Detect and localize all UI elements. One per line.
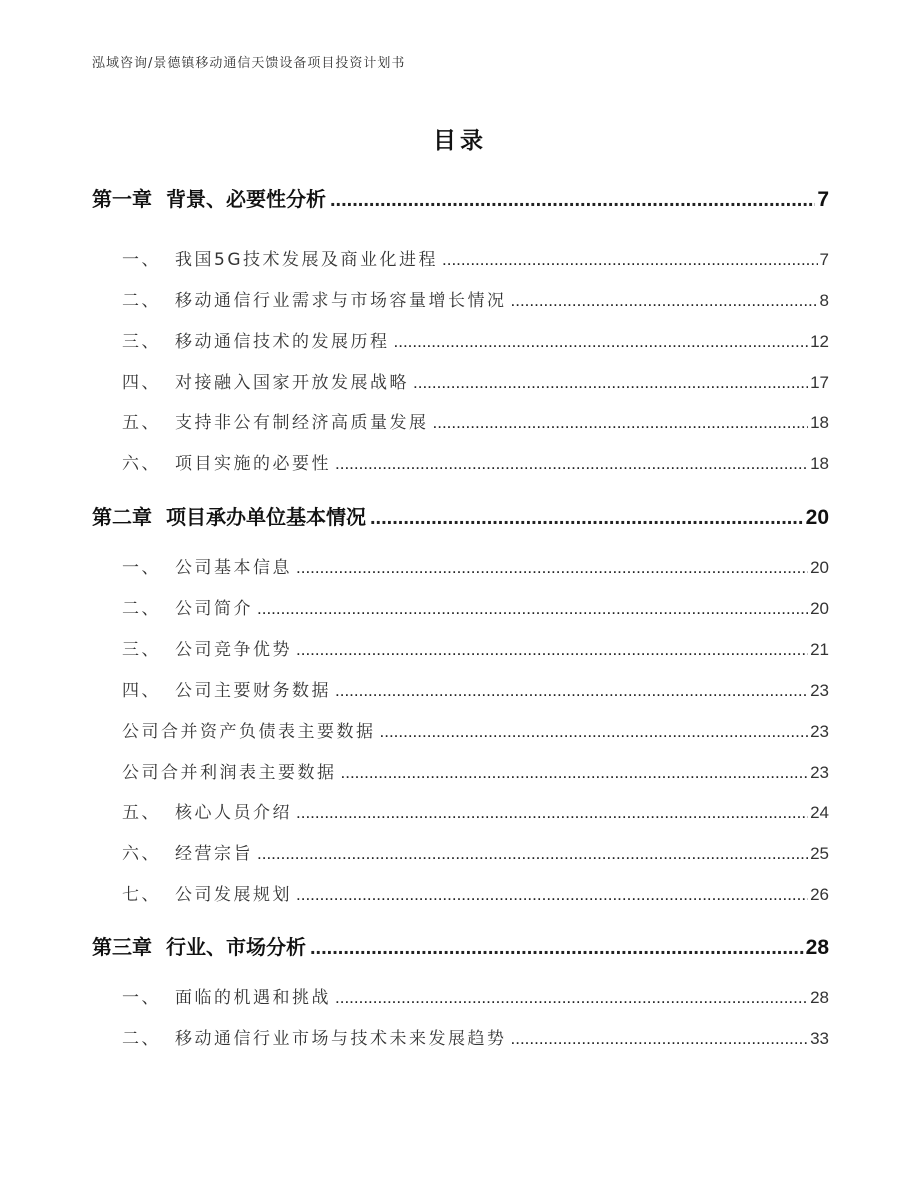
toc-section[interactable] xyxy=(92,327,829,352)
chapter-number: 第一章 xyxy=(92,187,152,211)
page-number: 18 xyxy=(810,454,829,473)
toc-section[interactable] xyxy=(92,368,829,393)
section-title: 经营宗旨 xyxy=(175,844,253,864)
dot-leader xyxy=(433,413,809,433)
section-number: 三、 xyxy=(122,332,161,352)
dot-leader xyxy=(335,988,808,1008)
section-number: 六、 xyxy=(122,844,161,864)
section-title: 项目实施的必要性 xyxy=(175,454,331,474)
toc-section[interactable] xyxy=(92,635,829,660)
section-title: 移动通信技术的发展历程 xyxy=(175,332,390,352)
page-number: 23 xyxy=(810,763,829,782)
dot-leader xyxy=(511,1029,809,1049)
section-number: 一、 xyxy=(122,988,161,1008)
toc-chapter-2[interactable] xyxy=(92,501,829,530)
page-number: 28 xyxy=(810,988,829,1007)
dot-leader xyxy=(296,640,808,660)
page-number: 17 xyxy=(810,373,829,392)
section-title: 移动通信行业市场与技术未来发展趋势 xyxy=(175,1029,507,1049)
section-title: 公司发展规划 xyxy=(175,885,292,905)
dot-leader xyxy=(296,558,808,578)
dot-leader xyxy=(341,763,809,783)
toc-subsection[interactable] xyxy=(92,717,829,742)
toc-subsection[interactable] xyxy=(92,758,829,783)
section-number: 六、 xyxy=(122,454,161,474)
toc-section[interactable] xyxy=(92,798,829,823)
section-title: 移动通信行业需求与市场容量增长情况 xyxy=(175,291,507,311)
section-number: 二、 xyxy=(122,1029,161,1049)
section-number: 三、 xyxy=(122,640,161,660)
toc-section[interactable] xyxy=(92,594,829,619)
toc-chapter-1[interactable] xyxy=(92,183,829,212)
page-number: 20 xyxy=(810,599,829,618)
toc-section[interactable] xyxy=(92,286,829,311)
page-number: 24 xyxy=(810,803,829,822)
dot-leader xyxy=(394,332,809,352)
dot-leader xyxy=(330,187,815,212)
section-title: 我国5G技术发展及商业化进程 xyxy=(175,250,438,270)
section-title: 对接融入国家开放发展战略 xyxy=(175,373,409,393)
page-number: 20 xyxy=(810,558,829,577)
toc-section[interactable] xyxy=(92,449,829,474)
dot-leader xyxy=(380,722,809,742)
toc-title: 目录 xyxy=(433,128,487,154)
section-title: 面临的机遇和挑战 xyxy=(175,988,331,1008)
section-number: 二、 xyxy=(122,599,161,619)
toc-section[interactable] xyxy=(92,839,829,864)
dot-leader xyxy=(257,844,808,864)
page-number: 18 xyxy=(810,413,829,432)
dot-leader xyxy=(370,505,804,530)
page-number: 23 xyxy=(810,722,829,741)
section-number: 一、 xyxy=(122,250,161,270)
page-number: 28 xyxy=(805,936,829,959)
page-number: 20 xyxy=(805,506,829,529)
chapter-title: 项目承办单位基本情况 xyxy=(166,505,366,529)
section-number: 四、 xyxy=(122,373,161,393)
toc-chapter-3[interactable] xyxy=(92,931,829,960)
chapter-title: 背景、必要性分析 xyxy=(166,187,326,211)
section-title: 公司合并资产负债表主要数据 xyxy=(122,722,376,742)
page-number: 7 xyxy=(817,188,829,211)
page-number: 12 xyxy=(810,332,829,351)
page-number: 23 xyxy=(810,681,829,700)
chapter-number: 第三章 xyxy=(92,935,152,959)
section-number: 五、 xyxy=(122,413,161,433)
page-number: 33 xyxy=(810,1029,829,1048)
section-number: 五、 xyxy=(122,803,161,823)
dot-leader xyxy=(413,373,808,393)
toc-section[interactable] xyxy=(92,983,829,1008)
section-title: 核心人员介绍 xyxy=(175,803,292,823)
dot-leader xyxy=(511,291,818,311)
toc-section[interactable] xyxy=(92,1024,829,1049)
page-number: 26 xyxy=(810,885,829,904)
dot-leader xyxy=(310,935,804,960)
chapter-number: 第二章 xyxy=(92,505,152,529)
chapter-title: 行业、市场分析 xyxy=(166,935,306,959)
page-number: 21 xyxy=(810,640,829,659)
toc-section[interactable] xyxy=(92,408,829,433)
dot-leader xyxy=(296,803,808,823)
dot-leader xyxy=(335,454,808,474)
section-title: 公司合并利润表主要数据 xyxy=(122,763,337,783)
dot-leader xyxy=(442,250,818,270)
toc-section[interactable] xyxy=(92,245,829,270)
dot-leader xyxy=(296,885,808,905)
page-number: 25 xyxy=(810,844,829,863)
section-title: 公司简介 xyxy=(175,599,253,619)
toc-section[interactable] xyxy=(92,553,829,578)
section-title: 公司基本信息 xyxy=(175,558,292,578)
section-title: 支持非公有制经济高质量发展 xyxy=(175,413,429,433)
section-title: 公司主要财务数据 xyxy=(175,681,331,701)
page-number: 8 xyxy=(819,291,829,310)
section-number: 一、 xyxy=(122,558,161,578)
section-title: 公司竞争优势 xyxy=(175,640,292,660)
toc-section[interactable] xyxy=(92,676,829,701)
section-number: 四、 xyxy=(122,681,161,701)
running-header: 泓域咨询/景德镇移动通信天馈设备项目投资计划书 xyxy=(92,56,406,71)
dot-leader xyxy=(335,681,808,701)
section-number: 二、 xyxy=(122,291,161,311)
toc-section[interactable] xyxy=(92,880,829,905)
section-number: 七、 xyxy=(122,885,161,905)
dot-leader xyxy=(257,599,808,619)
page-number: 7 xyxy=(819,250,829,269)
